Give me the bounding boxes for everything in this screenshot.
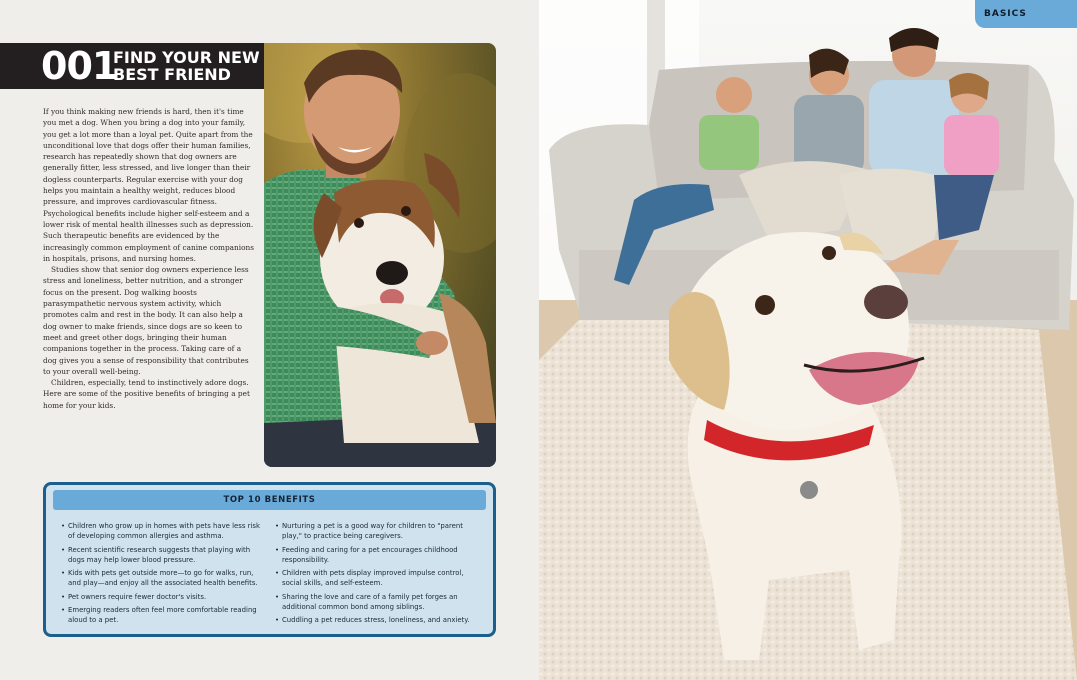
benefit-item: • Kids with pets get outside more—to go for walks, run, and play—and enjoy all the associated health benefits. xyxy=(61,568,263,589)
benefits-list-left xyxy=(61,521,263,629)
benefit-item: • Sharing the love and care of a family pet forges an additional common bond among siblings. xyxy=(275,592,480,613)
page-title: FIND YOUR NEW BEST FRIEND xyxy=(113,48,260,84)
benefits-list-right xyxy=(275,521,480,629)
section-tab-label: BASICS xyxy=(984,9,1027,19)
heading-bar xyxy=(0,43,264,89)
benefit-item: • Emerging readers often feel more comfortable reading aloud to a pet. xyxy=(61,605,263,626)
benefit-item: • Recent scientific research suggests that playing with dogs may help lower blood pressure. xyxy=(61,545,263,566)
benefit-item: • Children who grow up in homes with pets have less risk of developing common allergies and asthma. xyxy=(61,521,263,542)
top-benefits-box xyxy=(43,482,496,637)
benefit-item: • Cuddling a pet reduces stress, loneliness, and anxiety. xyxy=(275,615,480,625)
family-with-dog-photo xyxy=(539,0,1077,680)
benefits-title: TOP 10 BENEFITS xyxy=(53,490,486,510)
benefit-item: • Feeding and caring for a pet encourages childhood responsibility. xyxy=(275,545,480,566)
right-page xyxy=(539,0,1077,680)
body-paragraph: Children, especially, tend to instinctively adore dogs. Here are some of the positive benefits of bringing a pet home for your kids. xyxy=(43,378,250,410)
body-paragraph: If you think making new friends is hard, then it's time you met a dog. When you bring a dog into your family, you get a lot more than a loyal pet. Quite apart from the unconditional love that dogs offer their human families, research has repeatedly shown that dog owners are generally fitter, less stressed, and live longer than their dogless counterparts. Regular exercise with your dog helps you maintain a healthy weight, reduces blood pressure, and improves cardiovascular fitness. Psychological benefits include higher self-esteem and a lower risk of mental health illnesses such as depression. Such therapeutic benefits are evidenced by the increasingly common employment of canine companions in hospitals, prisons, and nursing homes. xyxy=(43,107,255,263)
benefit-item: • Pet owners require fewer doctor's visits. xyxy=(61,592,263,602)
entry-number: 001 xyxy=(41,44,118,88)
body-text xyxy=(43,106,256,411)
section-tab xyxy=(975,0,1077,28)
body-paragraph: Studies show that senior dog owners experience less stress and loneliness, better nutrition, and a stronger focus on the present. Dog walking boosts parasympathetic nervous system activity, which promotes calm and rest in the body. It can also help a dog owner to make friends, since dogs are so keen to meet and greet other dogs, bringing their human companions together in the process. Taking care of a dog gives you a sense of responsibility that contributes to your overall well-being. xyxy=(43,265,249,376)
man-hugging-dog-photo xyxy=(264,43,496,467)
benefit-item: • Children with pets display improved impulse control, social skills, and self-esteem. xyxy=(275,568,480,589)
benefit-item: • Nurturing a pet is a good way for children to "parent play," to practice being caregivers. xyxy=(275,521,480,542)
